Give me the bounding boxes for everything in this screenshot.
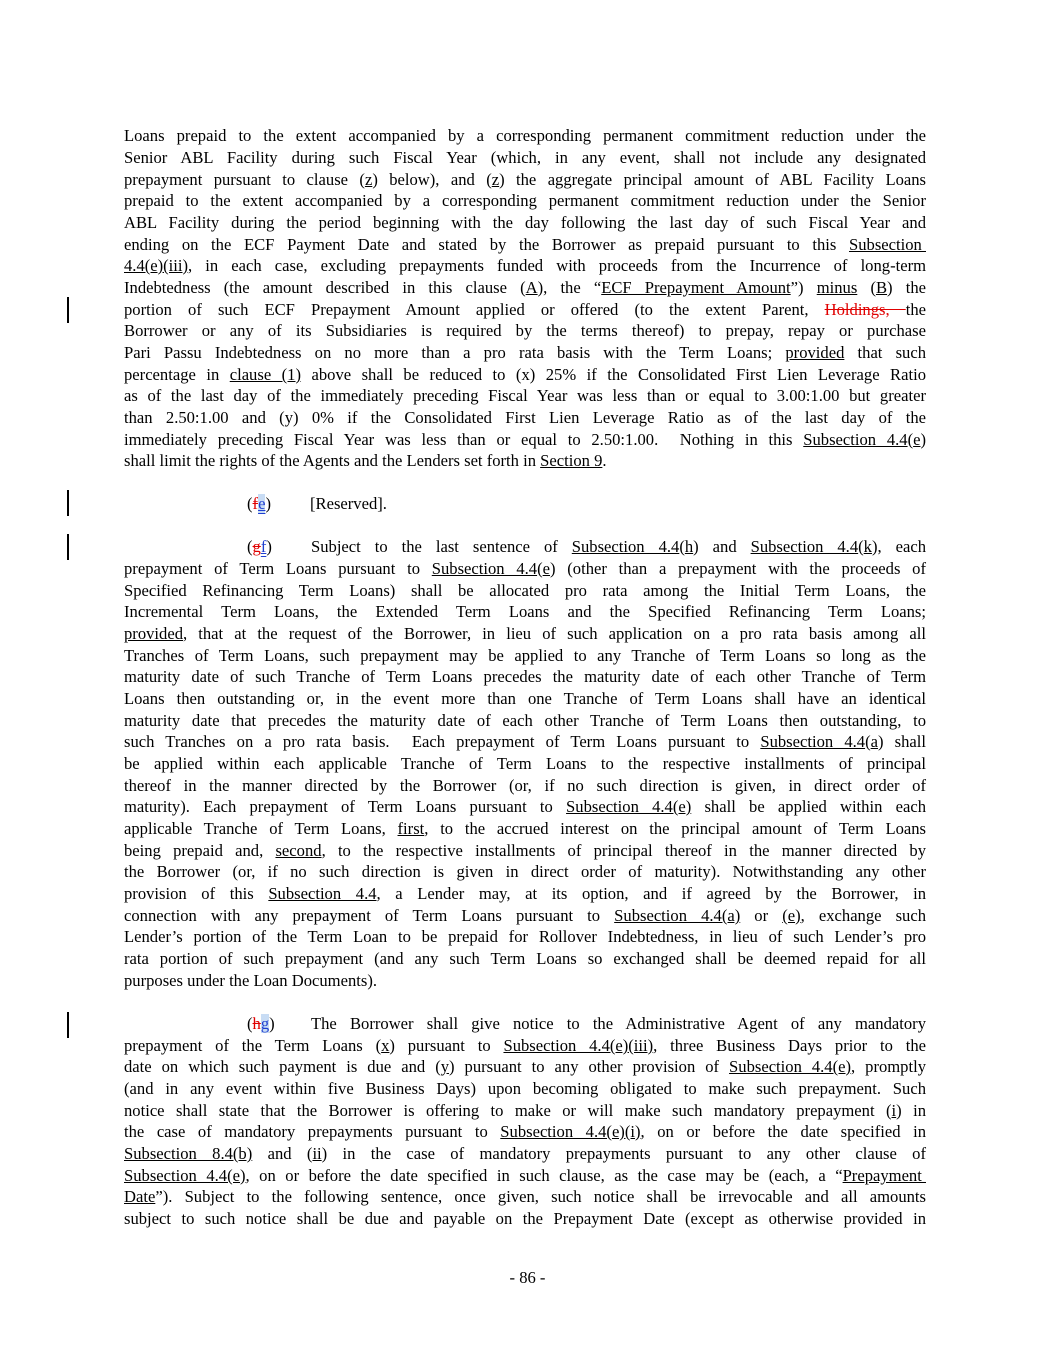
- change-bar: [67, 297, 69, 323]
- clause-label: (gf): [247, 537, 272, 556]
- cross-reference: Subsection 4.4(e)(iii): [503, 1036, 654, 1055]
- cross-reference: Subsection 4.4: [571, 537, 680, 556]
- cross-reference: Subsection 4.4(e): [124, 1166, 246, 1185]
- change-bar: [67, 534, 69, 560]
- cross-reference: Subsection: [849, 235, 926, 254]
- cross-reference: (e): [782, 906, 801, 925]
- cross-reference: Subsection 4.4(e): [566, 797, 692, 816]
- cross-reference: Subsection 4.4: [760, 732, 866, 751]
- cross-reference: Subsection 8.4(b): [124, 1144, 253, 1163]
- change-bar: [67, 1012, 69, 1038]
- cross-reference: 4.4(e)(iii): [124, 256, 189, 275]
- cross-reference: Subsection 4.4(e): [729, 1057, 852, 1076]
- cross-reference: Subsection 4.4: [268, 884, 377, 903]
- clause-label: (hg): [247, 1014, 275, 1033]
- cross-reference: clause (1): [229, 365, 302, 384]
- page-number: - 86 -: [509, 1268, 546, 1287]
- cross-reference: Subsection 4.4: [803, 430, 908, 449]
- defined-term: Prepayment: [842, 1166, 926, 1185]
- cross-reference: Subsection 4.4(e)(i): [500, 1122, 641, 1141]
- clause-label: (fe): [247, 494, 271, 513]
- change-bar: [67, 490, 69, 516]
- deleted-text: Holdings,: [824, 300, 906, 319]
- cross-reference: Subsection 4.4: [750, 537, 859, 556]
- cross-reference: Subsection 4.4(a): [614, 906, 741, 925]
- defined-term: Date: [124, 1187, 156, 1206]
- cross-reference: Subsection 4.4: [431, 559, 538, 578]
- defined-term: ECF Prepayment Amount: [601, 278, 791, 297]
- cross-reference: Section 9: [540, 451, 603, 470]
